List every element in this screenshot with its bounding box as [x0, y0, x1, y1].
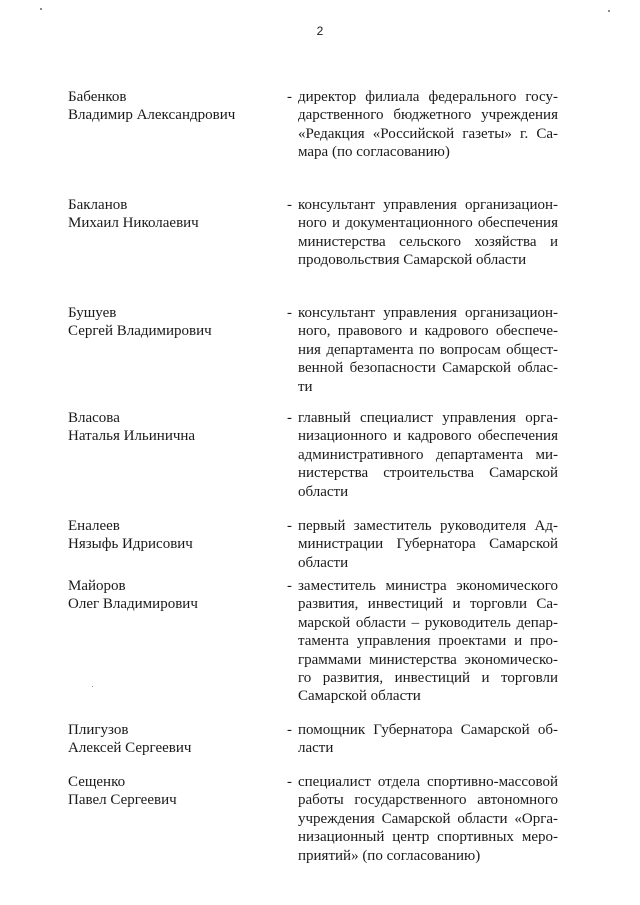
member-surname: Бушуев: [68, 305, 117, 321]
member-given-names: Михаил Николаевич: [68, 215, 199, 232]
member-position: [298, 88, 558, 162]
member-given-names: Алексей Сергеевич: [68, 740, 192, 757]
position-line: консультант управления организацион-: [298, 197, 558, 213]
entry-dash: -: [287, 774, 292, 790]
position-line: работы государственного автономного: [298, 792, 558, 809]
entry-dash: -: [287, 197, 292, 213]
position-line: ного и документационного обеспечения: [298, 215, 558, 232]
position-line: первый заместитель руководителя Ад-: [298, 518, 558, 534]
position-line: заместитель министра экономического: [298, 578, 558, 594]
member-name: [68, 773, 268, 810]
member-position: [298, 196, 558, 270]
member-name: [68, 196, 268, 233]
member-name: [68, 721, 268, 758]
position-line: главный специалист управления орга-: [298, 410, 558, 426]
position-line: министрации Губернатора Самарской: [298, 536, 558, 553]
position-line: консультант управления организацион-: [298, 305, 558, 321]
member-position: [298, 721, 558, 758]
member-surname: Бабенков: [68, 89, 127, 105]
entry-dash: -: [287, 305, 292, 321]
member-name: [68, 577, 268, 614]
position-line: приятий» (по согласованию): [298, 847, 481, 864]
scan-speck: [92, 686, 93, 687]
entry-dash: -: [287, 518, 292, 534]
position-line: области: [298, 483, 349, 500]
member-surname: Майоров: [68, 578, 126, 594]
member-surname: Власова: [68, 410, 120, 426]
entry-dash: -: [287, 578, 292, 594]
entry-dash: -: [287, 722, 292, 738]
position-line: Самарской области: [298, 688, 421, 705]
member-position: [298, 773, 558, 865]
member-given-names: Сергей Владимирович: [68, 323, 212, 340]
position-line: области: [298, 554, 349, 571]
member-surname: Бакланов: [68, 197, 128, 213]
entry-dash: -: [287, 410, 292, 426]
member-position: [298, 577, 558, 706]
position-line: продовольствия Самарской области: [298, 252, 527, 269]
position-line: тамента управления проектами и про-: [298, 633, 558, 650]
position-line: специалист отдела спортивно-массовой: [298, 774, 558, 790]
member-surname: Сещенко: [68, 774, 126, 790]
position-line: нистерства строительства Самарской: [298, 465, 558, 482]
member-position: [298, 517, 558, 572]
position-line: марской области – руководитель депар-: [298, 614, 558, 631]
member-name: [68, 517, 268, 554]
scan-speck: [40, 8, 42, 10]
position-line: административного департамента ми-: [298, 446, 558, 463]
member-given-names: Павел Сергеевич: [68, 792, 177, 809]
member-given-names: Олег Владимирович: [68, 596, 198, 613]
position-line: дарственного бюджетного учреждения: [298, 107, 558, 124]
position-line: го развития, инвестиций и торговли: [298, 669, 558, 686]
member-position: [298, 409, 558, 501]
position-line: «Редакция «Российской газеты» г. Са-: [298, 125, 558, 142]
position-line: учреждения Самарской области «Орга-: [298, 810, 558, 827]
position-line: ного, правового и кадрового обеспече-: [298, 323, 558, 340]
position-line: министерства сельского хозяйства и: [298, 233, 558, 250]
member-name: [68, 304, 268, 341]
scan-speck: [608, 10, 610, 12]
position-line: мара (по согласованию): [298, 144, 450, 161]
position-line: венной безопасности Самарской облас-: [298, 360, 558, 377]
member-surname: Плигузов: [68, 722, 129, 738]
position-line: низационный центр спортивных меро-: [298, 829, 558, 846]
member-position: [298, 304, 558, 396]
position-line: ласти: [298, 740, 334, 757]
member-surname: Еналеев: [68, 518, 120, 534]
position-line: директор филиала федерального госу-: [298, 89, 558, 105]
entry-dash: -: [287, 89, 292, 105]
member-given-names: Владимир Александрович: [68, 107, 236, 124]
position-line: ния департамента по вопросам общест-: [298, 341, 558, 358]
member-name: [68, 88, 268, 125]
member-given-names: Нязыфь Идрисович: [68, 536, 193, 553]
position-line: граммами министерства экономическо-: [298, 651, 558, 668]
member-name: [68, 409, 268, 446]
position-line: развития, инвестиций и торговли Са-: [298, 596, 558, 613]
member-given-names: Наталья Ильинична: [68, 428, 196, 445]
position-line: помощник Губернатора Самарской об-: [298, 722, 558, 738]
position-line: ти: [298, 378, 313, 395]
page-number: 2: [316, 24, 324, 38]
position-line: низационного и кадрового обеспечения: [298, 428, 558, 445]
